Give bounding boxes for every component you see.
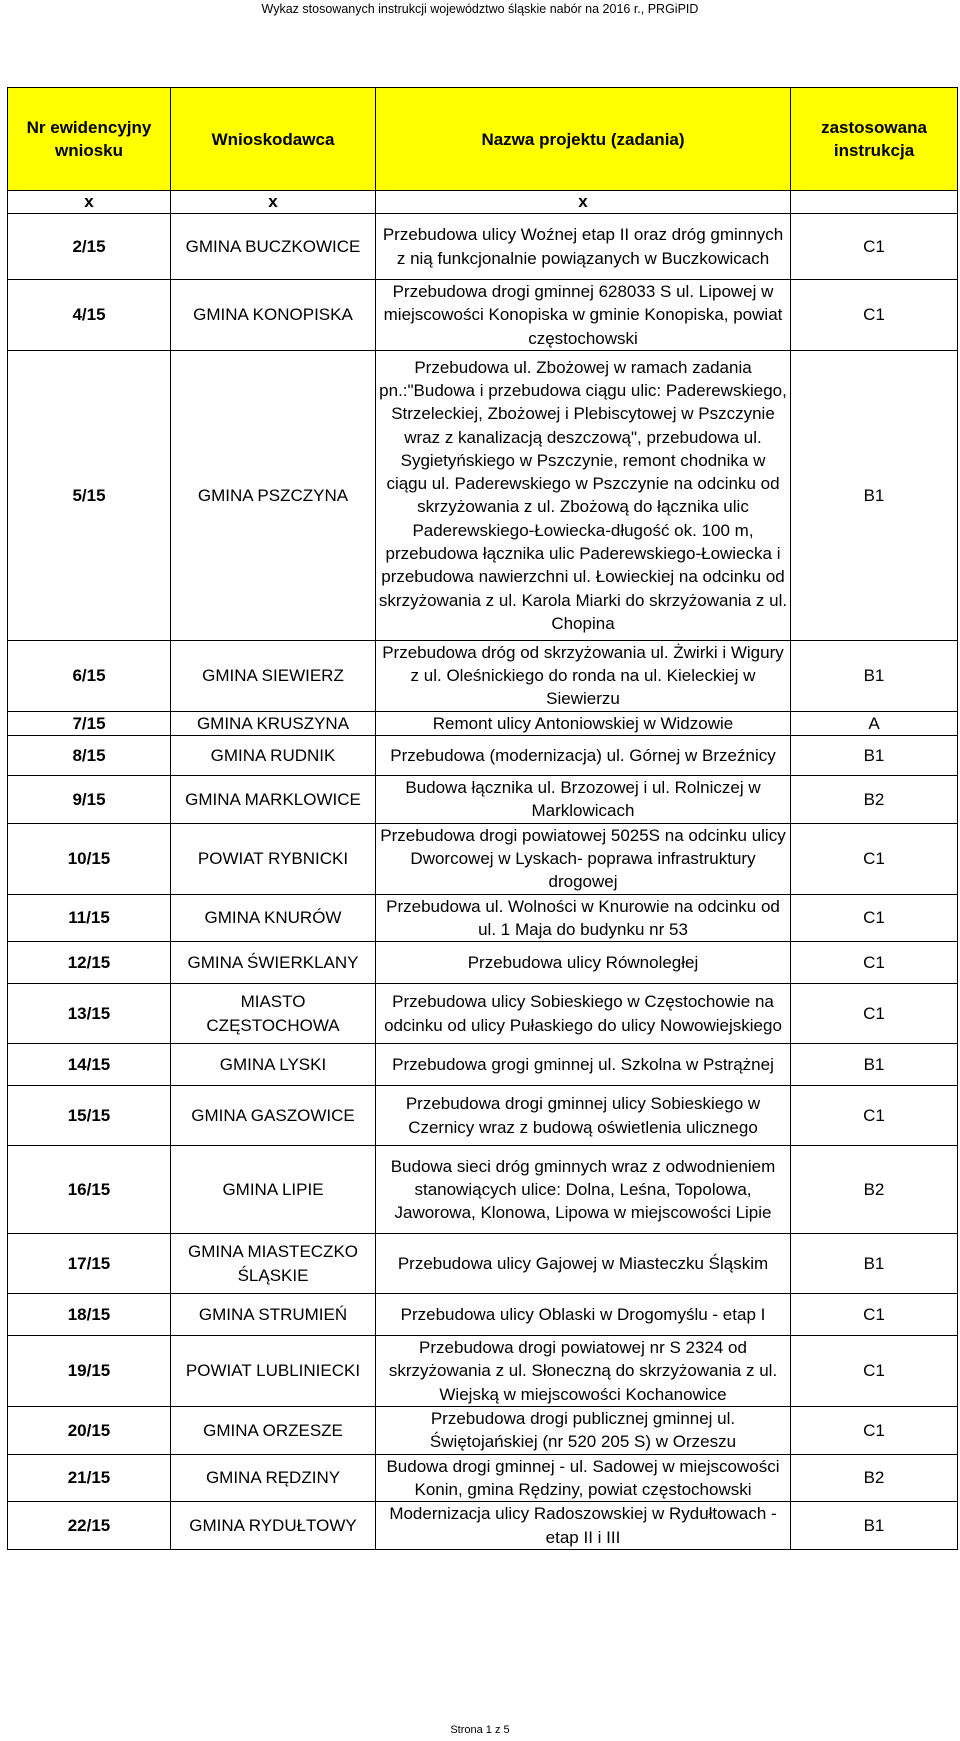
request-number-cell: 8/15 [8,736,171,776]
marker-cell: x [8,191,171,214]
project-name-cell: Przebudowa drogi powiatowej 5025S na odcinku ulicy Dworcowej w Lyskach- poprawa infrastruktury drogowej [376,823,791,894]
applicant-cell: GMINA KONOPISKA [171,280,376,351]
applicant-cell: GMINA SIEWIERZ [171,640,376,711]
table-row [8,1294,958,1336]
table-row [8,350,958,640]
instruction-cell: C1 [791,1294,958,1336]
instruction-cell: C1 [791,280,958,351]
applicant-cell: GMINA ŚWIERKLANY [171,942,376,984]
table-row [8,894,958,942]
applicant-cell: GMINA MARKLOWICE [171,776,376,824]
project-name-cell: Przebudowa ul. Zbożowej w ramach zadania pn.:"Budowa i przebudowa ciągu ulic: Paderewskiego, Strzeleckiej, Zbożowej i Plebiscytowej w Pszczynie wraz z kanalizacją deszczową", przebudowa ul. Sygietyńskiego w Pszczynie, remont chodnika w ciągu ul. Paderewskiego w Pszczynie na odcinku od skrzyżowania z ul. Zbożową do łącznika ulic Paderewskiego-Łowiecka-długość ok. 100 m, przebudowa łącznika ulic Paderewskiego-Łowiecka i przebudowa nawierzchni ul. Łowieckiej na odcinku od skrzyżowania z ul. Karola Miarki do skrzyżowania z ul. Chopina [376,350,791,640]
table-row [8,984,958,1044]
instruction-cell: C1 [791,942,958,984]
table-row [8,214,958,280]
instruction-cell: B1 [791,350,958,640]
project-name-cell: Modernizacja ulicy Radoszowskiej w Rydułtowach - etap II i III [376,1502,791,1550]
table-row [8,1234,958,1294]
table-row [8,711,958,735]
applicant-cell: GMINA PSZCZYNA [171,350,376,640]
marker-row [8,191,958,214]
records-table [7,87,958,1550]
applicant-cell: GMINA BUCZKOWICE [171,214,376,280]
request-number-cell: 9/15 [8,776,171,824]
instruction-cell: A [791,711,958,735]
table-row [8,1502,958,1550]
project-name-cell: Przebudowa dróg od skrzyżowania ul. Żwirki i Wigury z ul. Oleśnickiego do ronda na ul. Kieleckiej w Siewierzu [376,640,791,711]
column-header-nr: Nr ewidencyjny wniosku [8,88,171,191]
instruction-cell: C1 [791,1336,958,1407]
applicant-cell: GMINA ORZESZE [171,1407,376,1455]
project-name-cell: Przebudowa drogi publicznej gminnej ul. Świętojańskiej (nr 520 205 S) w Orzeszu [376,1407,791,1455]
applicant-cell: MIASTO CZĘSTOCHOWA [171,984,376,1044]
applicant-cell: GMINA RĘDZINY [171,1454,376,1502]
request-number-cell: 16/15 [8,1146,171,1234]
page-footer: Strona 1 z 5 [450,1724,510,1736]
request-number-cell: 14/15 [8,1044,171,1086]
request-number-cell: 5/15 [8,350,171,640]
table-row [8,280,958,351]
project-name-cell: Przebudowa drogi gminnej 628033 S ul. Lipowej w miejscowości Konopiska w gminie Konopiska, powiat częstochowski [376,280,791,351]
applicant-cell: GMINA GASZOWICE [171,1086,376,1146]
project-name-cell: Remont ulicy Antoniowskiej w Widzowie [376,711,791,735]
column-header-instruction: zastosowana instrukcja [791,88,958,191]
table-row [8,1407,958,1455]
instruction-cell: C1 [791,1407,958,1455]
request-number-cell: 19/15 [8,1336,171,1407]
request-number-cell: 11/15 [8,894,171,942]
project-name-cell: Przebudowa ul. Wolności w Knurowie na odcinku od ul. 1 Maja do budynku nr 53 [376,894,791,942]
table-row [8,1454,958,1502]
request-number-cell: 21/15 [8,1454,171,1502]
request-number-cell: 15/15 [8,1086,171,1146]
instruction-cell: C1 [791,894,958,942]
request-number-cell: 2/15 [8,214,171,280]
project-name-cell: Budowa sieci dróg gminnych wraz z odwodnieniem stanowiących ulice: Dolna, Leśna, Topolowa, Jaworowa, Klonowa, Lipowa w miejscowości Lipie [376,1146,791,1234]
instruction-cell: B1 [791,1502,958,1550]
request-number-cell: 17/15 [8,1234,171,1294]
applicant-cell: GMINA MIASTECZKO ŚLĄSKIE [171,1234,376,1294]
instruction-cell: B1 [791,736,958,776]
project-name-cell: Przebudowa grogi gminnej ul. Szkolna w Pstrążnej [376,1044,791,1086]
table-row [8,1336,958,1407]
instruction-cell: C1 [791,214,958,280]
table-row [8,1086,958,1146]
applicant-cell: GMINA RUDNIK [171,736,376,776]
marker-cell: x [171,191,376,214]
table-row [8,1146,958,1234]
request-number-cell: 12/15 [8,942,171,984]
marker-cell [791,191,958,214]
table-row [8,823,958,894]
instruction-cell: B1 [791,640,958,711]
applicant-cell: POWIAT RYBNICKI [171,823,376,894]
applicant-cell: GMINA KRUSZYNA [171,711,376,735]
project-name-cell: Przebudowa ulicy Sobieskiego w Częstochowie na odcinku od ulicy Pułaskiego do ulicy Nowowiejskiego [376,984,791,1044]
table-row [8,640,958,711]
request-number-cell: 18/15 [8,1294,171,1336]
project-name-cell: Przebudowa drogi powiatowej nr S 2324 od skrzyżowania z ul. Słoneczną do skrzyżowania z ul. Wiejską w miejscowości Kochanowice [376,1336,791,1407]
applicant-cell: GMINA LIPIE [171,1146,376,1234]
request-number-cell: 10/15 [8,823,171,894]
column-header-applicant: Wnioskodawca [171,88,376,191]
project-name-cell: Budowa drogi gminnej - ul. Sadowej w miejscowości Konin, gmina Rędziny, powiat częstochowski [376,1454,791,1502]
applicant-cell: GMINA RYDUŁTOWY [171,1502,376,1550]
project-name-cell: Budowa łącznika ul. Brzozowej i ul. Rolniczej w Marklowicach [376,776,791,824]
page-header: Wykaz stosowanych instrukcji województwo śląskie nabór na 2016 r., PRGiPID [261,2,699,16]
instruction-cell: B2 [791,1454,958,1502]
instruction-cell: C1 [791,984,958,1044]
request-number-cell: 4/15 [8,280,171,351]
project-name-cell: Przebudowa ulicy Gajowej w Miasteczku Śląskim [376,1234,791,1294]
applicant-cell: GMINA KNURÓW [171,894,376,942]
instruction-cell: B1 [791,1234,958,1294]
project-name-cell: Przebudowa ulicy Równoległej [376,942,791,984]
table-header-row [8,88,958,191]
request-number-cell: 20/15 [8,1407,171,1455]
marker-cell: x [376,191,791,214]
request-number-cell: 6/15 [8,640,171,711]
project-name-cell: Przebudowa drogi gminnej ulicy Sobieskiego w Czernicy wraz z budową oświetlenia ulicznego [376,1086,791,1146]
instruction-cell: B2 [791,1146,958,1234]
table-row [8,942,958,984]
instruction-cell: B1 [791,1044,958,1086]
instruction-cell: C1 [791,1086,958,1146]
instruction-cell: C1 [791,823,958,894]
applicant-cell: GMINA LYSKI [171,1044,376,1086]
request-number-cell: 22/15 [8,1502,171,1550]
project-name-cell: Przebudowa ulicy Oblaski w Drogomyślu - etap I [376,1294,791,1336]
project-name-cell: Przebudowa ulicy Woźnej etap II oraz dróg gminnych z nią funkcjonalnie powiązanych w Buczkowicach [376,214,791,280]
applicant-cell: GMINA STRUMIEŃ [171,1294,376,1336]
project-name-cell: Przebudowa (modernizacja) ul. Górnej w Brzeźnicy [376,736,791,776]
instruction-cell: B2 [791,776,958,824]
applicant-cell: POWIAT LUBLINIECKI [171,1336,376,1407]
table-row [8,1044,958,1086]
request-number-cell: 13/15 [8,984,171,1044]
column-header-project: Nazwa projektu (zadania) [376,88,791,191]
table-row [8,736,958,776]
table-row [8,776,958,824]
request-number-cell: 7/15 [8,711,171,735]
